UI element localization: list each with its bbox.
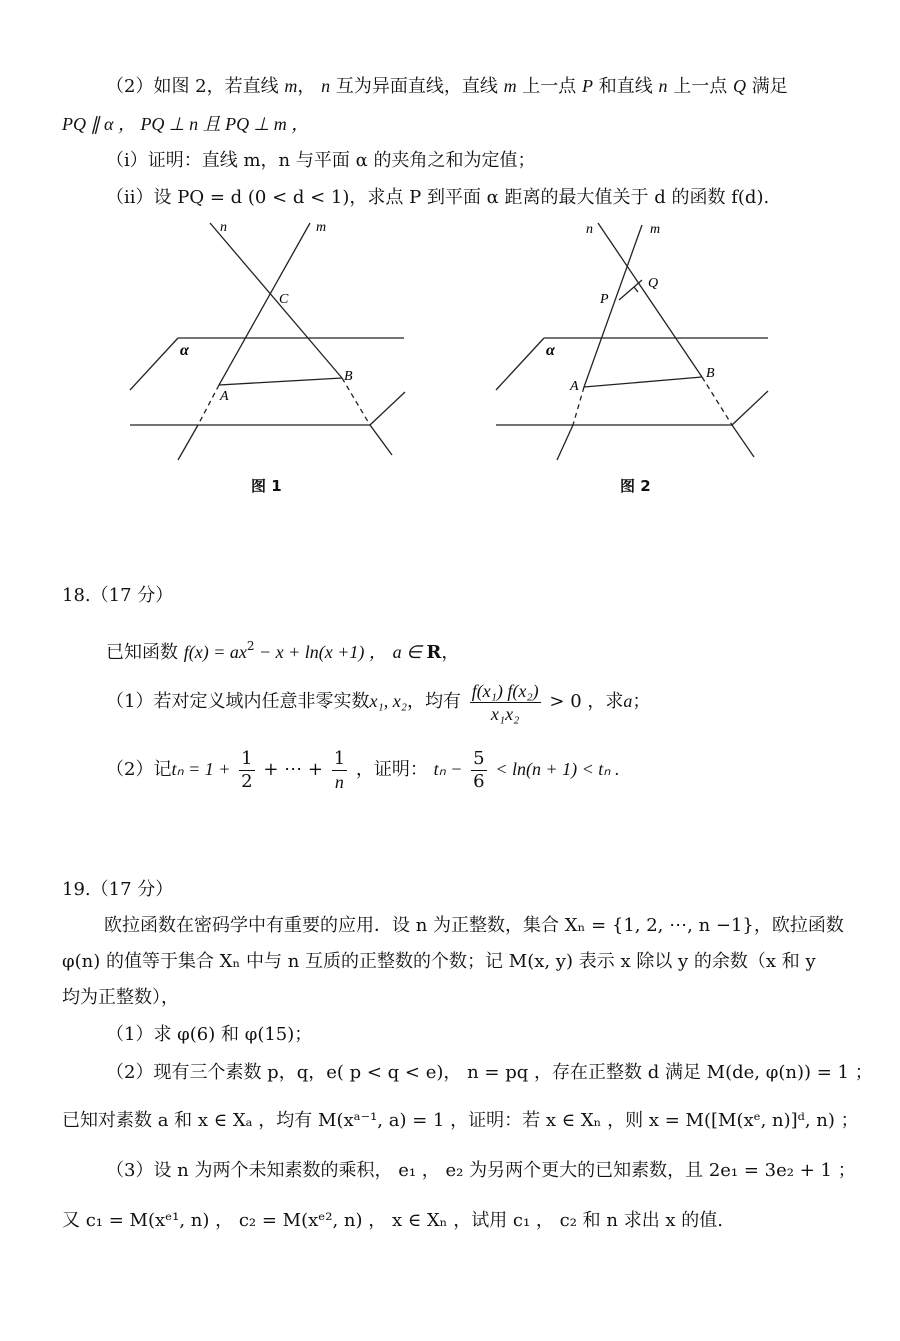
q19-line3: 均为正整数），	[62, 987, 179, 1008]
q19-header: 19.（17 分）	[62, 879, 174, 900]
fig1-line-m-upper	[219, 223, 310, 385]
fig1-label-c: C	[279, 292, 289, 307]
fig2-label-a: A	[570, 379, 579, 394]
fig2-plane-left-edge	[496, 338, 544, 390]
fig2-label-alpha: α	[546, 342, 555, 359]
fig2-plane-right-edge	[732, 391, 768, 425]
q19-part2-b: 已知对素数 a 和 x ∈ Xₐ ，均有 M(xᵃ⁻¹, a) = 1 ，证明：若 x ∈ Xₙ ，则 x = M([M(xᵉ, n)]ᵈ, n) ；	[62, 1110, 859, 1131]
fig2-right-angle-mark	[634, 287, 638, 292]
q19-part2-a: （2）现有三个素数 p，q，e( p < q < e)， n = pq ，存在正整数 d 满足 M(de, φ(n)) = 1 ；	[106, 1062, 873, 1083]
fig2-label-p: P	[600, 292, 609, 307]
figure-2	[482, 215, 782, 470]
fig1-label-a: A	[220, 389, 229, 404]
fig1-line-n-upper	[210, 223, 342, 378]
fig1-plane-left-edge	[130, 338, 178, 390]
fig1-line-m-lower	[178, 425, 198, 460]
fig1-caption: 图 1	[251, 477, 282, 495]
fig2-segment-pq	[619, 280, 642, 300]
fig2-line-n-dashed	[702, 377, 732, 425]
fig2-label-m: m	[650, 222, 661, 237]
fig1-label-n: n	[220, 220, 227, 235]
fig2-label-b: B	[706, 366, 715, 381]
fig1-plane-right-edge	[370, 392, 405, 425]
fig1-label-b: B	[344, 369, 353, 384]
q19-part3-b: 又 c₁ = M(xᵉ¹, n) ， c₂ = M(xᵉ², n) ， x ∈ Xₙ ，试用 c₁ ， c₂ 和 n 求出 x 的值.	[62, 1210, 724, 1231]
fig2-line-m-upper	[584, 225, 642, 387]
q17-condition: PQ ∥ α ， PQ ⊥ n 且 PQ ⊥ m ，	[62, 114, 310, 134]
q18-part1-fraction: $\frac{\text{f(x₁) f(x₂)}}{\text{x₁x₂}}$	[471, 680, 539, 724]
fig2-label-n: n	[586, 222, 593, 237]
q19-part3-a: （3）设 n 为两个未知素数的乘积， e₁ ， e₂ 为另两个更大的已知素数，且 2e₁ = 3e₂ + 1 ；	[106, 1160, 856, 1181]
fig2-line-n-upper	[598, 223, 702, 377]
q19-line1: 欧拉函数在密码学中有重要的应用．设 n 为正整数，集合 Xₙ = {1, 2, ⋯, n −1}，欧拉函数	[104, 915, 844, 936]
q18-header: 18.（17 分）	[62, 585, 174, 606]
q19-part1: （1）求 φ(6) 和 φ(15)；	[106, 1024, 313, 1045]
fig1-line-m-dashed	[198, 385, 219, 425]
fig2-segment-ab	[584, 377, 702, 387]
fig1-label-alpha: α	[180, 342, 189, 359]
q18-given: 已知函数 $f(x) = ax^2 - x + \ln(x +1)$ ， a ∈ R，	[106, 639, 460, 663]
fig1-line-n-lower	[370, 425, 392, 455]
fig2-label-q: Q	[648, 276, 659, 291]
fig1-line-n-dashed	[342, 378, 370, 425]
fig2-line-n-lower	[732, 425, 754, 457]
q17-part2-intro: （2）如图 2，若直线 m， n 互为异面直线，直线 m 上一点 P 和直线 n 上一点 Q 满足	[106, 76, 788, 97]
q17-sub-i: （i）证明：直线 m，n 与平面 α 的夹角之和为定值；	[106, 150, 536, 171]
q19-line2: φ(n) 的值等于集合 Xₙ 中与 n 互质的正整数的个数；记 M(x, y) 表示 x 除以 y 的余数（x 和 y	[62, 951, 816, 972]
fig2-line-m-lower	[557, 425, 573, 460]
q18-part1: （1）若对定义域内任意非零实数x₁, x₂，均有 $\frac{\text{f(x₁) f(x₂)}}{\text{x₁x₂}}$ > 0 ，求a；	[106, 680, 651, 724]
figure-1	[120, 215, 420, 470]
q18-part2: （2）记tₙ = 1 + $\frac{1}{2}$ + ⋯ + $\frac{1}{n}$ ，证明： tₙ − $\frac{5}{6}$ < ln(n + 1) < tₙ .	[106, 747, 620, 792]
fig1-segment-ab	[219, 378, 342, 385]
fig2-caption: 图 2	[620, 477, 651, 495]
q17-sub-ii: （ii）设 PQ = d (0 < d < 1)，求点 P 到平面 α 距离的最大值关于 d 的函数 f(d).	[106, 187, 770, 208]
fig1-label-m: m	[316, 220, 327, 235]
